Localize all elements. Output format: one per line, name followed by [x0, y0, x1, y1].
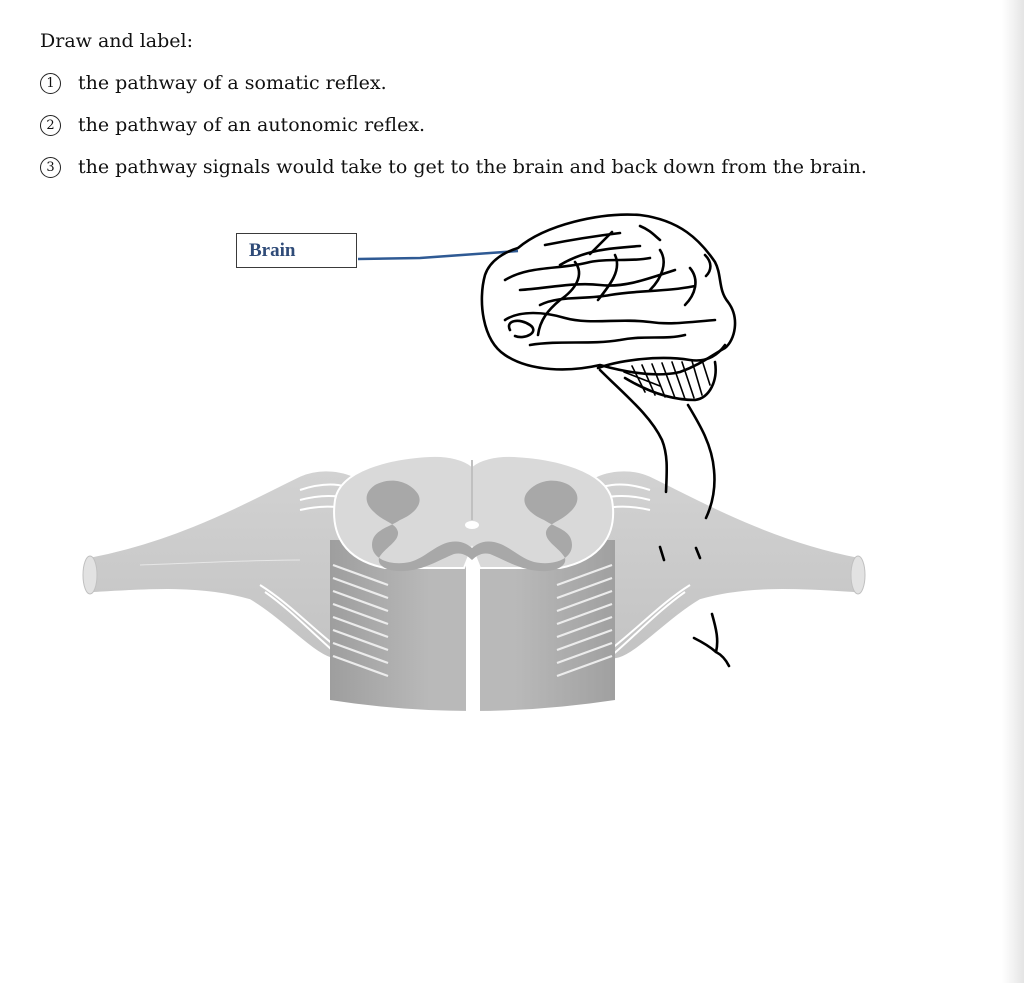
circled-number-3: 3: [40, 157, 61, 178]
instruction-text-1: the pathway of a somatic reflex.: [78, 72, 387, 94]
page-edge-shadow: [1002, 0, 1024, 983]
instruction-heading: Draw and label:: [40, 30, 194, 52]
circled-number-2: 2: [40, 115, 61, 136]
instruction-text-2: the pathway of an autonomic reflex.: [78, 114, 426, 136]
instruction-text-3: the pathway signals would take to get to the brain and back down from the brain.: [78, 156, 867, 178]
brain-label-box: Brain: [236, 233, 357, 268]
circled-number-1: 1: [40, 73, 61, 94]
brain-leader-line: [358, 251, 518, 259]
spinal-cord-body: [330, 456, 615, 713]
